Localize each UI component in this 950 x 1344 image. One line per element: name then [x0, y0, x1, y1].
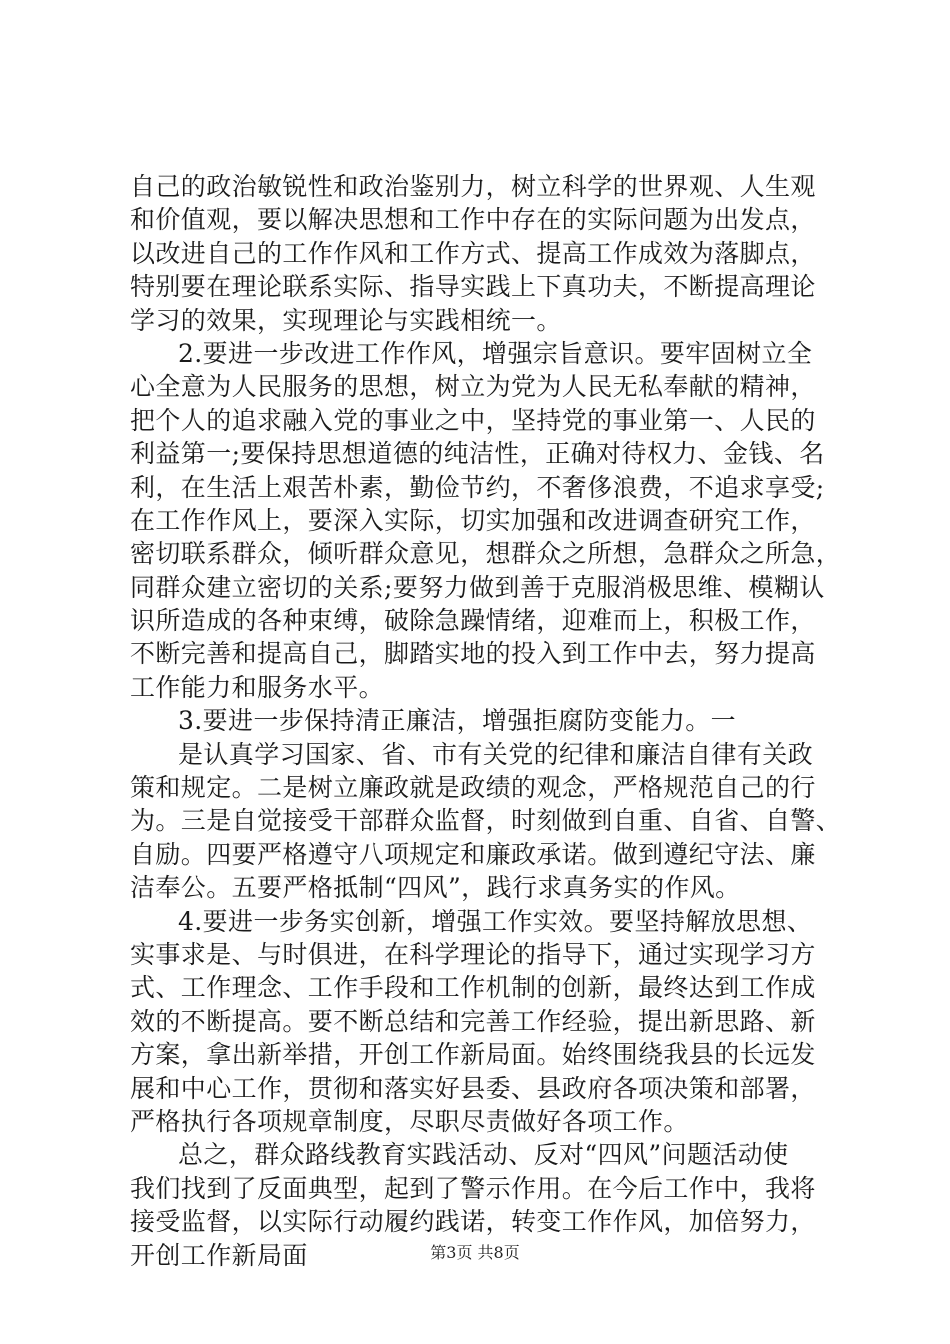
text-line: 式、工作理念、工作手段和工作机制的创新，最终达到工作成 [130, 973, 816, 1003]
text-line: 密切联系群众，倾听群众意见，想群众之所想，急群众之所急， [130, 539, 842, 569]
text-line: 自己的政治敏锐性和政治鉴别力，树立科学的世界观、人生观 [130, 172, 816, 201]
text-line: 实事求是、与时俱进，在科学理论的指导下，通过实现学习方 [130, 939, 816, 969]
text-line: 自励。四要严格遵守八项规定和廉政承诺。做到遵纪守法、廉 [130, 839, 816, 869]
text-line: 总之，群众路线教育实践活动、反对“四风”问题活动使 [178, 1140, 789, 1170]
text-line: 洁奉公。五要严格抵制“四风”，践行求真务实的作风。 [130, 873, 741, 903]
text-line: 开创工作新局面 [130, 1240, 308, 1270]
text-line: 不断完善和提高自己，脚踏实地的投入到工作中去，努力提高 [130, 639, 816, 669]
text-line: 利益第一;要保持思想道德的纯洁性，正确对待权力、金钱、名 [130, 439, 825, 469]
text-line: 方案，拿出新举措，开创工作新局面。始终围绕我县的长远发 [130, 1040, 816, 1070]
text-line: 我们找到了反面典型，起到了警示作用。在今后工作中，我将 [130, 1173, 816, 1203]
text-line: 接受监督，以实际行动履约践诺，转变工作作风，加倍努力， [130, 1207, 816, 1237]
text-line: 利，在生活上艰苦朴素，勤俭节约，不奢侈浪费，不追求享受; [130, 472, 825, 502]
text-line: 学习的效果，实现理论与实践相统一。 [130, 305, 562, 335]
text-line: 和价值观，要以解决思想和工作中存在的实际问题为出发点， [130, 205, 816, 235]
text-line: 心全意为人民服务的思想，树立为党为人民无私奉献的精神， [130, 372, 816, 402]
text-line: 在工作作风上，要深入实际，切实加强和改进调查研究工作， [130, 505, 816, 535]
text-line: 严格执行各项规章制度，尽职尽责做好各项工作。 [130, 1106, 689, 1136]
text-line: 策和规定。二是树立廉政就是政绩的观念，严格规范自己的行 [130, 773, 816, 803]
text-line: 把个人的追求融入党的事业之中，坚持党的事业第一、人民的 [130, 405, 816, 435]
text-line: 特别要在理论联系实际、指导实践上下真功夫，不断提高理论 [130, 272, 816, 302]
text-line: 3.要进一步保持清正廉洁，增强拒腐防变能力。一 [178, 706, 737, 736]
text-line: 以改进自己的工作作风和工作方式、提高工作成效为落脚点， [130, 238, 816, 268]
text-line: 2.要进一步改进工作作风，增强宗旨意识。要牢固树立全 [178, 338, 813, 368]
text-line: 展和中心工作，贯彻和落实好县委、县政府各项决策和部署， [130, 1073, 816, 1103]
text-line: 效的不断提高。要不断总结和完善工作经验，提出新思路、新 [130, 1006, 816, 1036]
text-line: 4.要进一步务实创新，增强工作实效。要坚持解放思想、 [178, 906, 813, 936]
text-line: 是认真学习国家、省、市有关党的纪律和廉洁自律有关政 [178, 739, 814, 769]
text-line: 为。三是自觉接受干部群众监督，时刻做到自重、自省、自警、 [130, 806, 842, 836]
text-line: 识所造成的各种束缚，破除急躁情绪，迎难而上，积极工作， [130, 606, 816, 636]
text-line: 同群众建立密切的关系;要努力做到善于克服消极思维、模糊认 [130, 572, 825, 602]
document-body [130, 170, 842, 1272]
text-line: 工作能力和服务水平。 [130, 672, 385, 702]
page-number-footer: 第3页 共8页 [430, 1243, 520, 1262]
